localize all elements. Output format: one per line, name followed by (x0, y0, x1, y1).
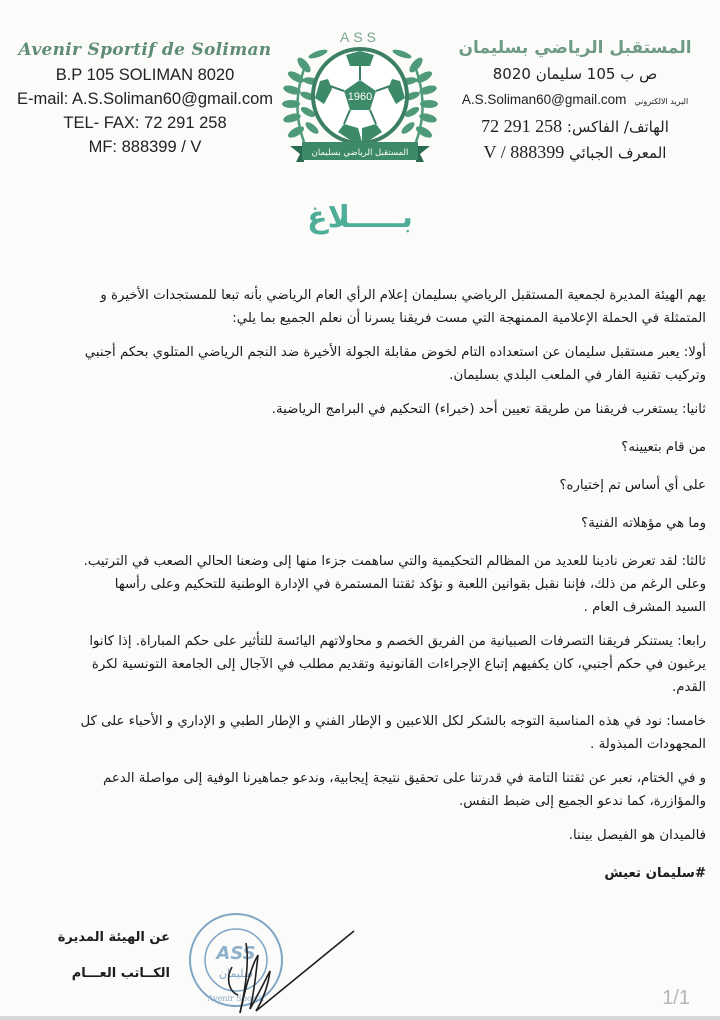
club-name-latin: Avenir Sportif de Soliman (18, 40, 272, 60)
question-2: على أي أساس تم إختياره؟ (559, 478, 706, 493)
paragraph-third: ثالثا: لقد تعرض نادينا للعديد من المظالم التحكيمية والتي ساهمت جزءا منها إلى وضعنا الحالي الصعب في الترتيب. وعلى الرغم من ذلك، فإننا نقبل بقوانين اللعبة و نؤكد ثقتنا المستمرة في الإدارة الوطنية للتحكيم وعلى رأسها السيد المشرف العام . (83, 554, 706, 615)
document-title: بـــــلاغ (307, 200, 413, 235)
tel-fax-latin: TEL- FAX: 72 291 258 (63, 114, 227, 132)
page-number: 1/1 (662, 987, 690, 1009)
stamp-arabic: سليمان (219, 967, 253, 980)
tel-fax-arabic: 72 291 258 (481, 116, 563, 136)
club-stamp (186, 905, 361, 1015)
question-1: من قام بتعيينه؟ (621, 440, 706, 455)
club-name-arabic: المستقبل الرياضي بسليمان (458, 38, 692, 58)
paragraph-intro: يهم الهيئة المديرة لجمعية المستقبل الرياضي بسليمان إعلام الرأي العام الرياضي بأنه تبعا للمستجدات الأخيرة و المتمثلة في الحملة الإعلامية الممنهجة التي مست فريقنا يسرنا أن نعلم الجميع بما يلي: (100, 288, 706, 326)
viewer-bottom-edge (0, 1016, 720, 1020)
header-left (0, 40, 290, 159)
email-latin: E-mail: A.S.Soliman60@gmail.com (16, 90, 274, 108)
email-label-arabic: البريد الالكتروني (634, 97, 689, 106)
hashtag: #سليمان تعيش (604, 866, 706, 881)
paragraph-second: ثانيا: يستغرب فريقنا من طريقة تعيين أحد (خبراء) التحكيم في البرامج الرياضية. (271, 402, 706, 417)
statement-body (80, 284, 706, 896)
signatory-line-2: الكــاتب العـــام (71, 966, 170, 981)
club-logo (282, 24, 438, 174)
stamp-text: ASS (216, 943, 256, 964)
tel-fax-label-arabic: الهاتف/ الفاكس: (566, 118, 669, 136)
paragraph-closing: و في الختام، نعبر عن ثقتنا التامة في قدرتنا على تحقيق نتيجة إيجابية، وندعو جماهيرنا الوفية إلى مواصلة الدعم والمؤازرة، كما ندعو الجميع إلى ضبط النفس. (103, 771, 706, 809)
mf-label-arabic: المعرف الجبائي (569, 144, 667, 162)
paragraph-field: فالميدان هو الفيصل بيننا. (568, 828, 706, 843)
signatory (50, 920, 170, 992)
mf-arabic: V / 888399 (483, 142, 565, 162)
header-right (440, 38, 710, 166)
address-arabic: ص ب 105 سليمان 8020 (492, 65, 658, 83)
football-icon (313, 49, 407, 143)
mf-arabic-row (440, 140, 710, 166)
paragraph-fifth: خامسا: نود في هذه المناسبة التوجه بالشكر لكل اللاعبين و الإطار الفني و الإطار الطبي و الإداري و الأحباء على كل المجهودات المبذولة . (80, 714, 706, 752)
paragraph-first: أولا: يعبر مستقبل سليمان عن استعداده التام لخوض مقابلة الجولة الأخيرة ضد النجم الرياضي المتلوي بحكم أجنبي وتركيب تقنية الفار في الملعب البلدي بسليمان. (84, 345, 706, 383)
email-arabic-row (440, 87, 710, 114)
tel-fax-arabic-row (440, 114, 710, 140)
logo-top-text: ASS (339, 29, 381, 45)
stamp-ring-text: Avenir Sportif (207, 994, 265, 1003)
logo-ribbon (290, 142, 430, 162)
email-arabic: A.S.Soliman60@gmail.com (461, 92, 627, 107)
logo-year: 1960 (347, 91, 373, 103)
mf-latin: MF: 888399 / V (88, 138, 202, 156)
question-3: وما هي مؤهلاته الفنية؟ (581, 516, 706, 531)
address-latin: B.P 105 SOLIMAN 8020 (55, 66, 235, 84)
logo-ribbon-text: المستقبل الرياضي بسليمان (311, 148, 409, 158)
signatory-line-1: عن الهيئة المديرة (57, 930, 170, 945)
paragraph-fourth: رابعا: يستنكر فريقنا التصرفات الصبيانية من الفريق الخصم و محاولاتهم اليائسة للتأثير على حكم المباراة. إذا كانوا يرغبون في حكم أجنبي، كان يكفيهم إتباع الإجراءات القانونية وتقديم مطلب في الآجال إلى الجامعة التونسية لكرة القدم. (89, 634, 706, 695)
